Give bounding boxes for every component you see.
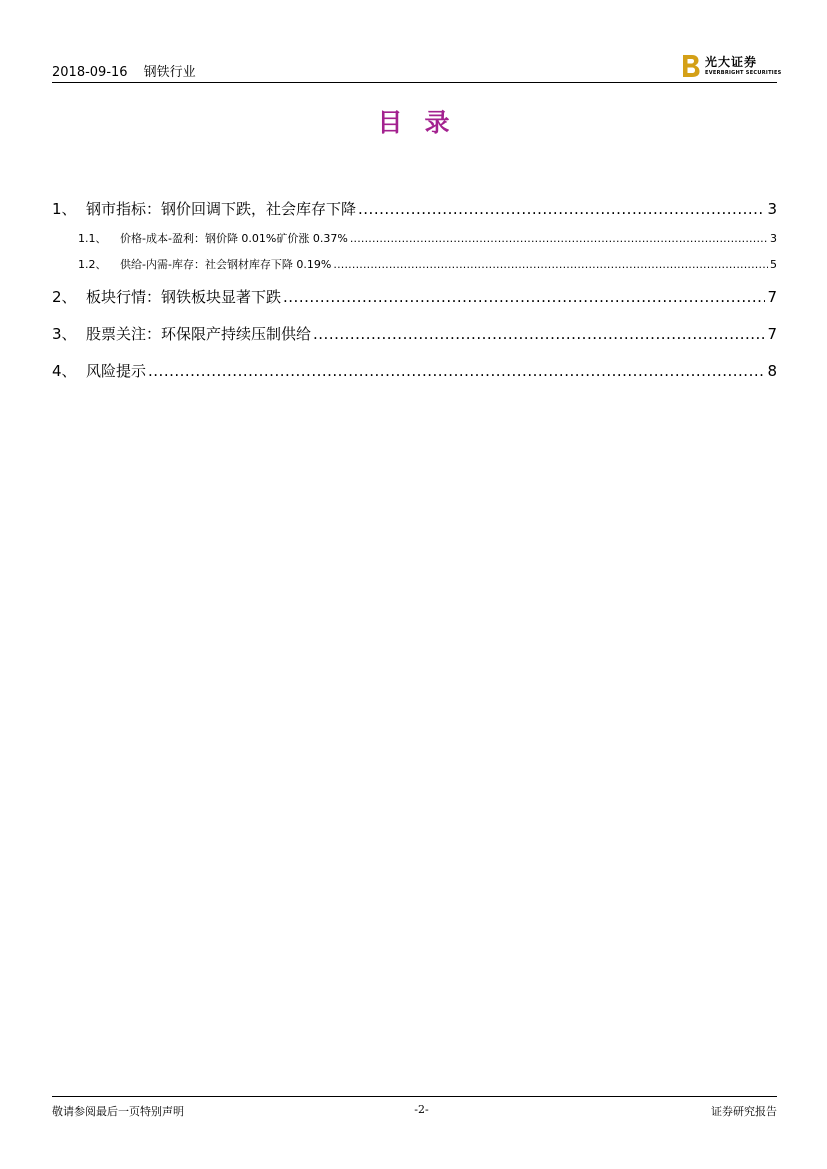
page-number: -2- [414,1103,429,1116]
logo-name-en: EVERBRIGHT SECURITIES [705,70,782,76]
toc-entry[interactable] [52,360,777,381]
toc-leader-dots [350,232,768,245]
toc-leader-dots [283,288,765,306]
toc-entry-title: 板块行情：钢铁板块显著下跌 [86,288,282,306]
report-type: 证券研究报告 [711,1105,777,1118]
toc-entry-number: 1.2、 [78,258,107,271]
toc-entry[interactable] [52,286,777,307]
toc-entry-page: 7 [767,288,777,306]
toc-entry-number: 4、 [52,362,77,380]
toc-entry-page: 5 [770,258,777,271]
toc-entry-number: 1.1、 [78,232,107,245]
toc-entry[interactable] [52,256,777,272]
toc-leader-dots [313,325,765,343]
industry-label: 钢铁行业 [143,65,196,80]
toc-entry-number: 1、 [52,200,77,218]
toc-entry[interactable] [52,198,777,219]
report-date: 2018-09-16 [52,65,128,80]
page-footer [52,1096,777,1121]
toc-entry-page: 7 [767,325,777,343]
toc-entry[interactable] [52,230,777,246]
toc-entry-title: 股票关注：环保限产持续压制供给 [86,325,312,343]
disclaimer-note: 敬请参阅最后一页特别声明 [52,1105,184,1118]
toc-leader-dots [358,200,765,218]
toc-leader-dots [148,362,765,380]
toc-entry-page: 8 [767,362,777,380]
toc-leader-dots [333,258,768,271]
toc-entry-title: 风险提示 [86,362,147,380]
toc-entry-title: 钢市指标：钢价回调下跌，社会库存下降 [86,200,357,218]
toc-entry-title: 供给-内需-库存：社会钢材库存下降 0.19% [120,258,332,271]
toc-entry-number: 3、 [52,325,77,343]
toc-entry-title: 价格-成本-盈利：钢价降 0.01%矿价涨 0.37% [120,232,348,245]
toc-entry-page: 3 [767,200,777,218]
toc-entry[interactable] [52,323,777,344]
header-meta [52,61,196,80]
toc-title: 目录 [377,108,472,137]
toc-entry-number: 2、 [52,288,77,306]
page-header [52,50,782,83]
logo-name-cn: 光大证券 [705,55,758,69]
toc-entry-page: 3 [770,232,777,245]
everbright-logo [681,52,782,79]
logo-mark-icon [681,54,701,78]
